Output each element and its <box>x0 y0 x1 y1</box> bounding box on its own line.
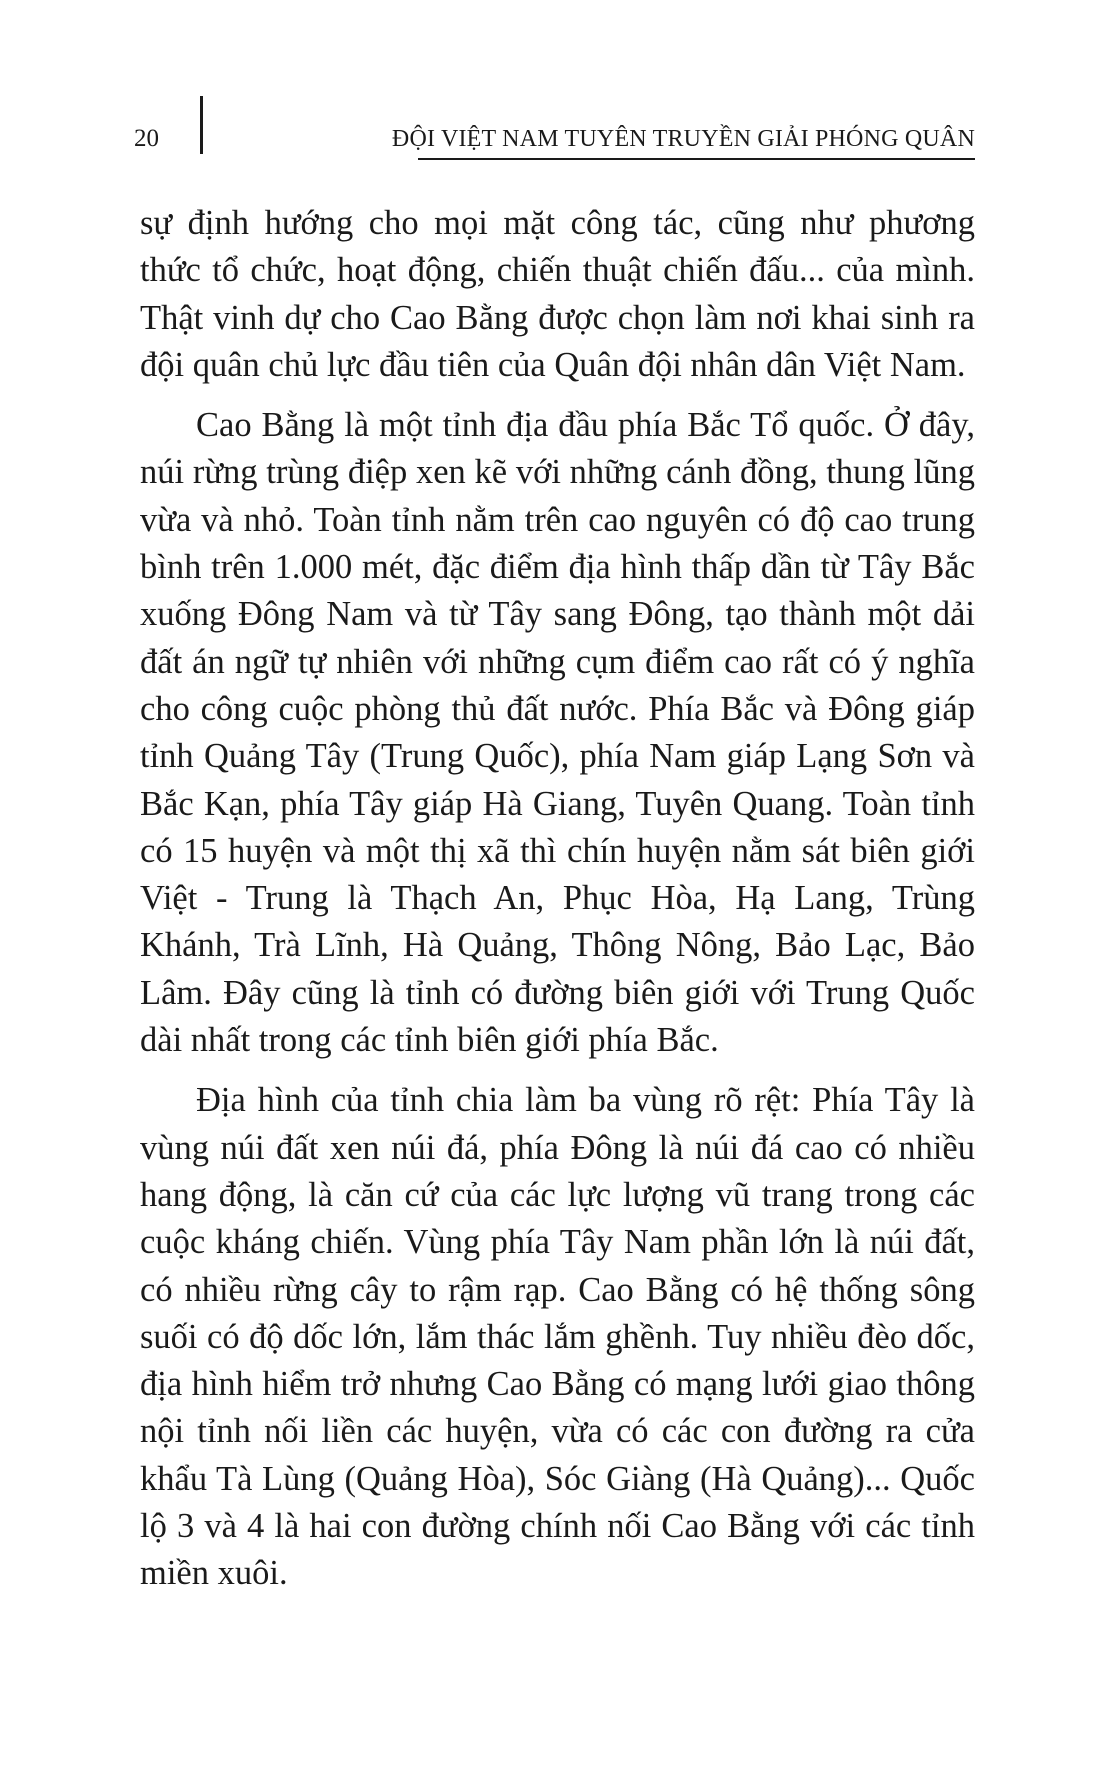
paragraph: Địa hình của tỉnh chia làm ba vùng rõ rệt: Phía Tây là vùng núi đất xen núi đá, phía Đông là núi đá cao có nhiều hang động, là căn cứ của các lực lượng vũ trang trong các cuộc kháng chiến. Vùng phía Tây Nam phần lớn là núi đất, có nhiều rừng cây to rậm rạp. Cao Bằng có hệ thống sông suối có độ dốc lớn, lắm thác lắm ghềnh. Tuy nhiều đèo dốc, địa hình hiểm trở nhưng Cao Bằng có mạng lưới giao thông nội tỉnh nối liền các huyện, vừa có các con đường ra cửa khẩu Tà Lùng (Quảng Hòa), Sóc Giàng (Hà Quảng)... Quốc lộ 3 và 4 là hai con đường chính nối Cao Bằng với các tỉnh miền xuôi. <box>140 1081 975 1593</box>
page-number: 20 <box>134 125 159 152</box>
paragraph: Cao Bằng là một tỉnh địa đầu phía Bắc Tổ quốc. Ở đây, núi rừng trùng điệp xen kẽ với những cánh đồng, thung lũng vừa và nhỏ. Toàn tỉnh nằm trên cao nguyên có độ cao trung bình trên 1.000 mét, đặc điểm địa hình thấp dần từ Tây Bắc xuống Đông Nam và từ Tây sang Đông, tạo thành một dải đất án ngữ tự nhiên với những cụm điểm cao rất có ý nghĩa cho công cuộc phòng thủ đất nước. Phía Bắc và Đông giáp tỉnh Quảng Tây (Trung Quốc), phía Nam giáp Lạng Sơn và Bắc Kạn, phía Tây giáp Hà Giang, Tuyên Quang. Toàn tỉnh có 15 huyện và một thị xã thì chín huyện nằm sát biên giới Việt - Trung là Thạch An, Phục Hòa, Hạ Lang, Trùng Khánh, Trà Lĩnh, Hà Quảng, Thông Nông, Bảo Lạc, Bảo Lâm. Đây cũng là tỉnh có đường biên giới với Trung Quốc dài nhất trong các tỉnh biên giới phía Bắc. <box>140 406 975 1060</box>
body-text <box>140 200 975 1598</box>
header-divider-bar <box>200 96 203 154</box>
running-title: ĐỘI VIỆT NAM TUYÊN TRUYỀN GIẢI PHÓNG QUÂN <box>391 126 975 152</box>
paragraph-continued: sự định hướng cho mọi mặt công tác, cũng như phương thức tổ chức, hoạt động, chiến thuật chiến đấu... của mình. Thật vinh dự cho Cao Bằng được chọn làm nơi khai sinh ra đội quân chủ lực đầu tiên của Quân đội nhân dân Việt Nam. <box>140 204 975 384</box>
header-rule <box>418 158 975 160</box>
